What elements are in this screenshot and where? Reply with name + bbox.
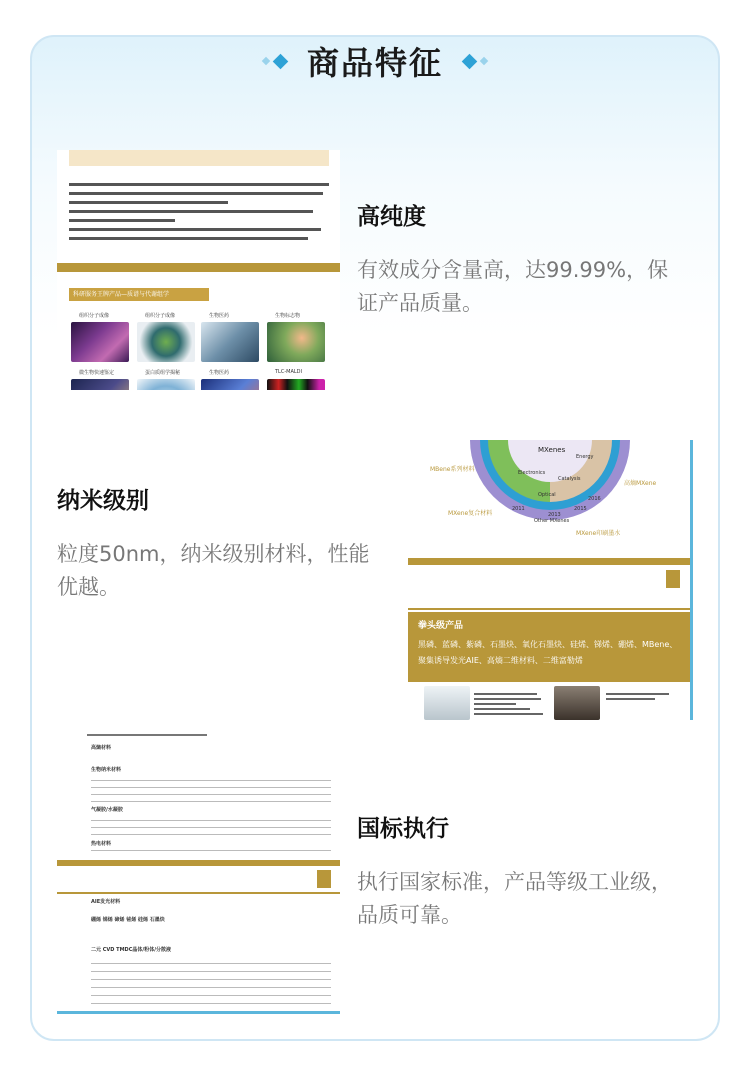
product-brochure-thumbnail — [408, 440, 693, 720]
diamond-icon — [480, 57, 488, 65]
image-cell — [71, 379, 129, 390]
banner-title: 拳头级产品 — [418, 621, 464, 631]
image-cell — [201, 379, 259, 390]
feature-title: 纳米级别 — [57, 488, 149, 514]
gold-divider — [408, 558, 690, 565]
gold-divider — [408, 608, 690, 610]
section-heading: 二元 CVD TMDC晶体/粉体/分散液 — [91, 947, 172, 953]
product-text-lines — [474, 690, 544, 718]
gold-divider — [57, 892, 340, 894]
diamond-icon — [262, 57, 270, 65]
paragraph-lines — [69, 180, 334, 246]
banner — [408, 612, 690, 682]
product-photo — [424, 686, 470, 720]
section-heading: 硼烯 锑烯 碲烯 铋烯 硅烯 石墨炔 — [91, 917, 165, 923]
logo-box — [317, 870, 331, 888]
year-label: 2015 — [574, 506, 587, 512]
gold-divider — [57, 860, 340, 866]
cell-label: 生物医药 — [209, 370, 230, 376]
product-photo — [554, 686, 600, 720]
wheel-label: Electronics — [518, 470, 546, 476]
section-heading: 热电材料 — [91, 841, 112, 847]
cell-label: 蛋白质组学揭秘 — [145, 370, 181, 376]
wheel-outer-label: MXene复合材料 — [448, 510, 493, 517]
year-label: 2013 — [548, 512, 561, 518]
cell-label: 微生物快速鉴定 — [79, 370, 115, 376]
bottom-border — [57, 1011, 340, 1014]
wheel-outer-label: 高熵MXene — [624, 480, 657, 487]
image-cell — [201, 322, 259, 362]
title-row — [0, 38, 750, 84]
image-cell — [137, 379, 195, 390]
page-title: 商品特征 — [306, 44, 443, 82]
image-cell — [267, 379, 325, 390]
logo-box — [666, 570, 680, 588]
formula-strip — [69, 150, 329, 166]
cell-label: 生物标志物 — [275, 313, 301, 319]
image-cell — [71, 322, 129, 362]
wheel-label: Optical — [538, 492, 556, 498]
product-text-lines — [606, 690, 676, 703]
feature-title: 高纯度 — [357, 204, 426, 230]
wheel-outer-label: MXene印刷墨水 — [576, 530, 621, 537]
feature-description: 粒度50nm，纳米级别材料，性能优越。 — [57, 542, 370, 599]
wheel-center-label: MXenes — [538, 446, 566, 454]
banner: 科研服务王牌产品—质谱与代谢组学 — [69, 288, 209, 301]
year-label: 2016 — [588, 496, 601, 502]
wheel-outer-label: Other MXenes — [534, 518, 570, 524]
diamond-icon — [273, 53, 289, 69]
wheel-outer-label: MBene系列材料 — [430, 466, 475, 473]
text-line — [87, 734, 207, 736]
cell-label: 组织分子成像 — [145, 313, 176, 319]
text-line — [91, 850, 331, 851]
wheel-label: Energy — [576, 454, 594, 460]
table-lines — [91, 774, 331, 808]
wheel-label: Catalysis — [558, 476, 581, 482]
table-lines — [91, 956, 331, 1011]
section-heading: 气凝胶/水凝胶 — [91, 807, 123, 813]
feature-title: 国标执行 — [357, 816, 449, 842]
gold-divider — [57, 263, 340, 272]
cell-label: 生物医药 — [209, 313, 230, 319]
section-heading: 生物纳米材料 — [91, 767, 122, 773]
cell-label: TLC-MALDI — [275, 369, 302, 375]
feature-description: 执行国家标准，产品等级工业级，品质可靠。 — [357, 870, 672, 927]
table-lines — [91, 814, 331, 841]
section-heading: AIE发光材料 — [91, 899, 121, 905]
banner-text: 黑磷、蓝磷、紫磷、石墨炔、氧化石墨炔、硅烯、锑烯、硼烯、MBene、聚集诱导发光AIE、高熵二维材料、二维富勒烯 — [418, 640, 678, 665]
section-heading: 高熵材料 — [91, 745, 112, 751]
feature-description: 有效成分含量高，达99.99%，保证产品质量。 — [357, 258, 669, 315]
product-brochure-thumbnail — [57, 150, 340, 390]
image-cell — [267, 322, 325, 362]
diamond-icon — [462, 53, 478, 69]
image-cell — [137, 322, 195, 362]
cell-label: 组织分子成像 — [79, 313, 110, 319]
product-catalog-thumbnail — [57, 730, 340, 1015]
year-label: 2011 — [512, 506, 525, 512]
